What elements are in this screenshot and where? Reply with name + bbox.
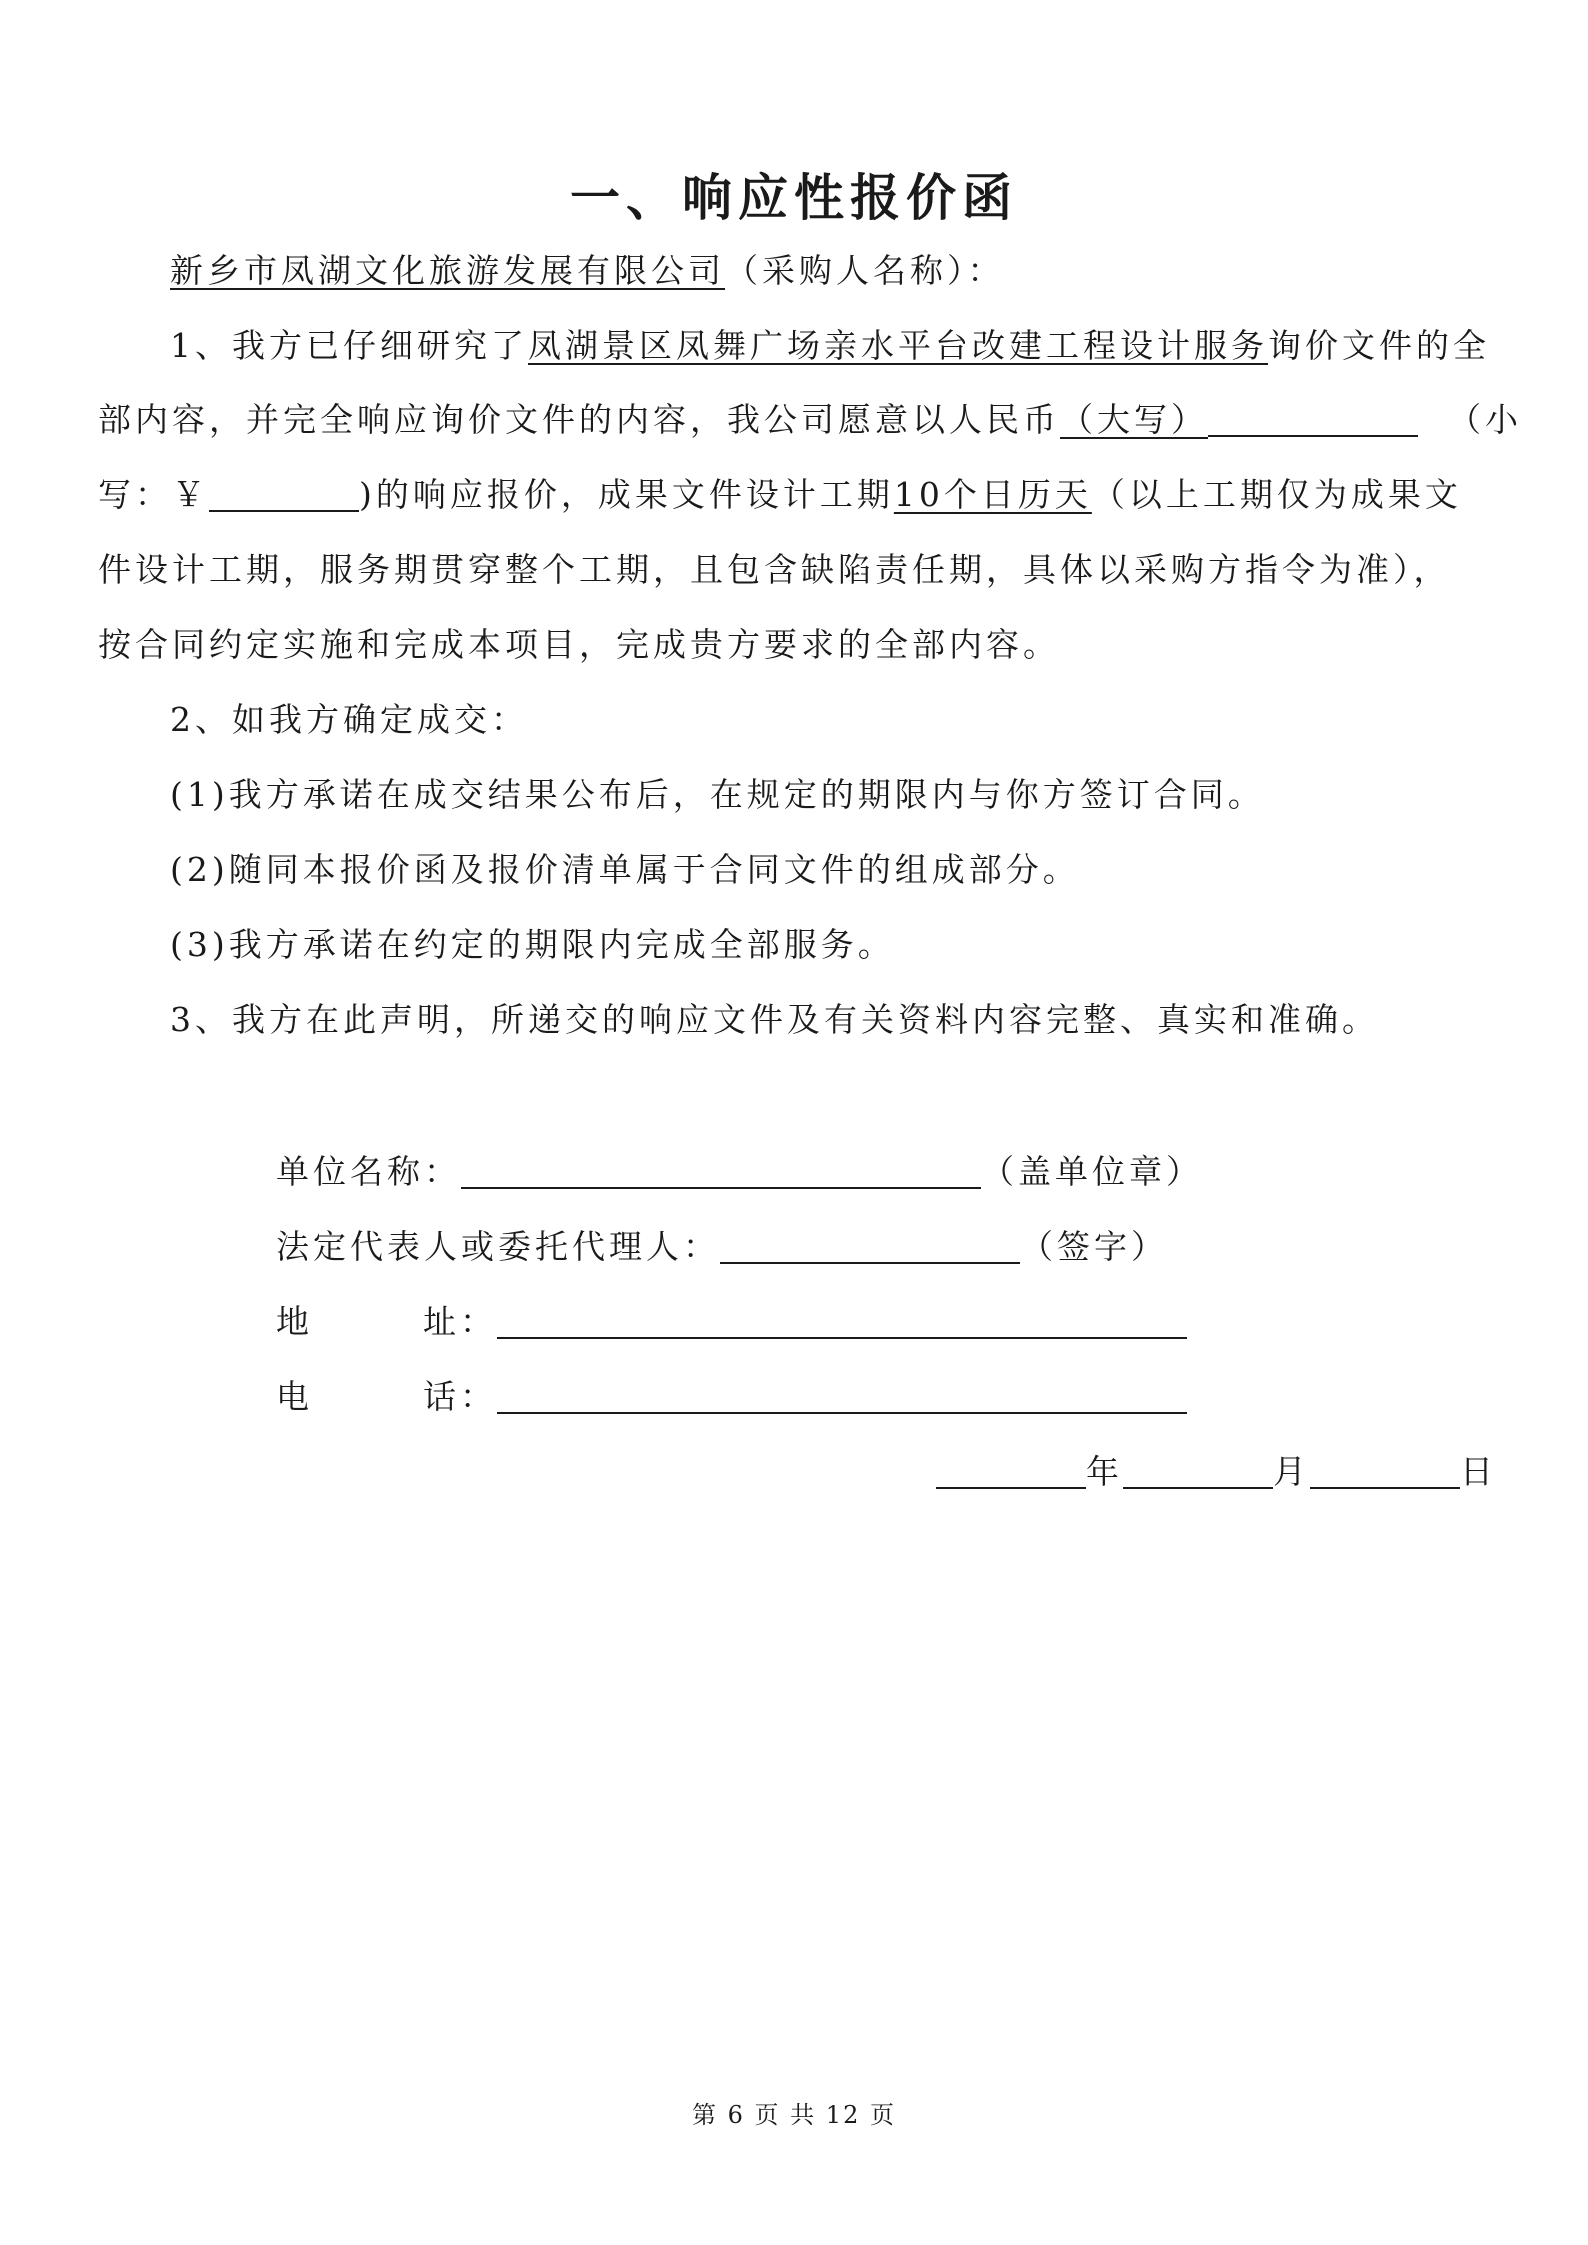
- address-row: [276, 1300, 1187, 1344]
- para1-l3-suffix: （以上工期仅为成果文: [1091, 475, 1462, 514]
- para1-l2-suffix: （小: [1448, 400, 1522, 439]
- para1-line5: 按合同约定实施和完成本项目，完成贵方要求的全部内容。: [98, 625, 1060, 664]
- month-blank[interactable]: [1123, 1453, 1273, 1489]
- para2-head: 2、如我方确定成交：: [170, 700, 528, 739]
- para2-item3: (3)我方承诺在约定的期限内完成全部服务。: [170, 925, 895, 964]
- para1-l3-mid: )的响应报价，成果文件设计工期: [359, 475, 894, 514]
- telephone-label-2: 话：: [423, 1377, 497, 1416]
- para1-l1-prefix: 1、我方已仔细研究了: [170, 326, 528, 365]
- para1-l1-suffix: 询价文件的全: [1268, 326, 1490, 365]
- representative-label: 法定代表人或委托代理人：: [276, 1227, 720, 1266]
- para3: 3、我方在此声明，所递交的响应文件及有关资料内容完整、真实和准确。: [170, 1000, 1379, 1039]
- salutation: [170, 249, 1570, 293]
- para1-l2-prefix: 部内容，并完全响应询价文件的内容，我公司愿意以人民币: [98, 400, 1060, 439]
- unit-stamp-note: （盖单位章）: [981, 1152, 1203, 1191]
- salutation-suffix: （采购人名称）：: [725, 251, 1005, 290]
- para1-line1: [170, 324, 1570, 368]
- para2-item1: (1)我方承诺在成交结果公布后，在规定的期限内与你方签订合同。: [170, 775, 1265, 814]
- unit-name-label: 单位名称：: [276, 1152, 461, 1191]
- day-blank[interactable]: [1310, 1453, 1460, 1489]
- para1-line3: [98, 473, 1498, 517]
- project-name: 凤湖景区凤舞广场亲水平台改建工程设计服务: [528, 326, 1268, 365]
- amount-daxie-label: （大写）: [1060, 400, 1208, 439]
- para1-l3-prefix: 写：￥: [98, 475, 209, 514]
- para1-line2: [98, 398, 1522, 442]
- amount-daxie-blank[interactable]: [1208, 401, 1418, 437]
- month-label: 月: [1273, 1452, 1310, 1491]
- design-period: 10个日历天: [893, 475, 1092, 514]
- signature-note: （签字）: [1020, 1227, 1168, 1266]
- page-footer: 第 6 页 共 12 页: [692, 2101, 896, 2129]
- para1-line4: 件设计工期，服务期贯穿整个工期，且包含缺陷责任期，具体以采购方指令为准），: [98, 550, 1451, 589]
- page-title: 一、响应性报价函: [570, 169, 1018, 227]
- address-label-1: 地: [276, 1302, 313, 1341]
- address-label-2: 址：: [423, 1302, 497, 1341]
- address-blank[interactable]: [497, 1303, 1187, 1339]
- telephone-blank[interactable]: [497, 1378, 1187, 1414]
- unit-name-row: [276, 1150, 1203, 1194]
- purchaser-name: 新乡市凤湖文化旅游发展有限公司: [170, 251, 725, 290]
- unit-name-blank[interactable]: [461, 1153, 981, 1189]
- para2-item2: (2)随同本报价函及报价清单属于合同文件的组成部分。: [170, 850, 1080, 889]
- telephone-label-1: 电: [276, 1377, 313, 1416]
- year-label: 年: [1086, 1452, 1123, 1491]
- telephone-row: [276, 1375, 1187, 1419]
- day-label: 日: [1460, 1452, 1497, 1491]
- representative-row: [276, 1225, 1168, 1269]
- amount-xiaoxie-blank[interactable]: [209, 476, 359, 512]
- year-blank[interactable]: [936, 1453, 1086, 1489]
- date-row: [936, 1450, 1497, 1494]
- representative-blank[interactable]: [720, 1228, 1020, 1264]
